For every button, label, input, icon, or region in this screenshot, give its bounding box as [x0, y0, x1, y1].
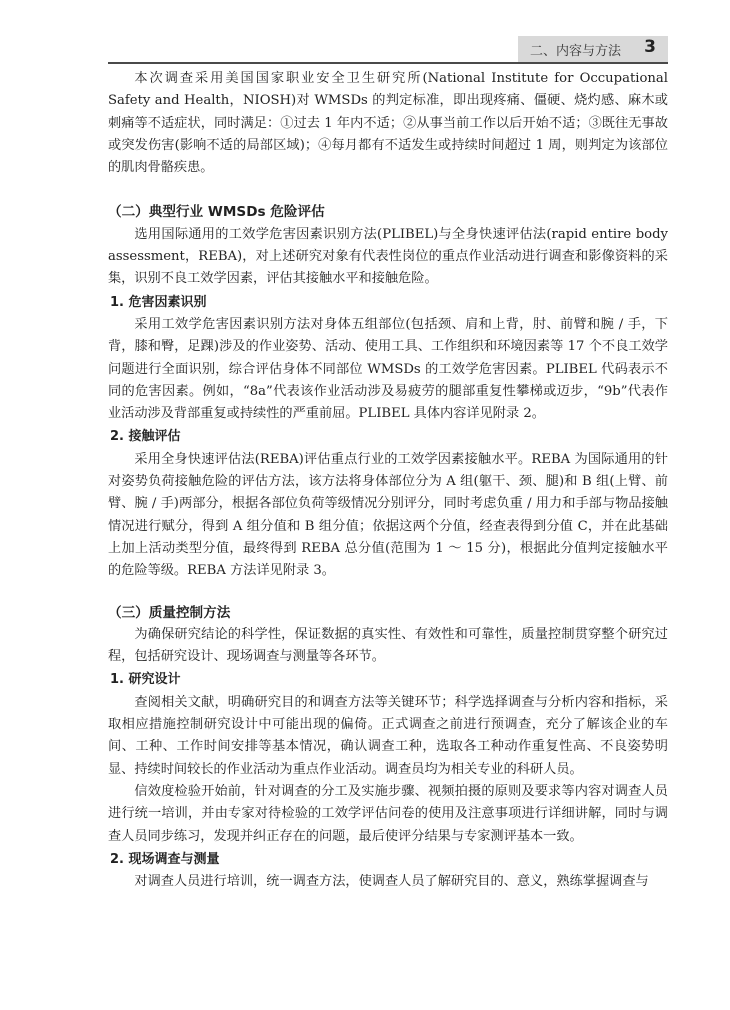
section-heading-quality-control: （三）质量控制方法	[108, 604, 231, 621]
subheading-field-survey: 2. 现场调查与测量	[110, 851, 220, 867]
running-header	[108, 36, 668, 64]
paragraph-quality-intro: 为确保研究结论的科学性，保证数据的真实性、有效性和可靠性，质量控制贯穿整个研究过程，包括研究设计、现场调查与测量等各环节。	[108, 626, 668, 665]
paragraph-niosh-criteria: 本次调查采用美国国家职业安全卫生研究所(National Institute for Occupational Safety and Health，NIOSH)对 WMSDs 的判定标准，即出现疼痛、僵硬、烧灼感、麻木或刺痛等不适症状，同时满足：①过去 1 年内不适；②从事当前工作以后开始不适；③既往无事故或突发伤害(影响不适的局部区域)；④每月都有不适发生或持续时间超过 1 周，则判定为该部位的肌肉骨骼疾患。	[108, 71, 668, 176]
paragraph-methods-intro: 选用国际通用的工效学危害因素识别方法(PLIBEL)与全身快速评估法(rapid entire body assessment，REBA)，对上述研究对象有代表性岗位的重点作业活动进行调查和影像资料的采集，识别不良工效学因素，评估其接触水平和接触危险。	[108, 226, 668, 287]
section-heading-risk-assessment: （二）典型行业 WMSDs 危险评估	[108, 204, 325, 221]
paragraph-reba: 采用全身快速评估法(REBA)评估重点行业的工效学因素接触水平。REBA 为国际通用的针对姿势负荷接触危险的评估方法，该方法将身体部位分为 A 组(躯干、颈、腿)和 B 组(上臂、前臂、腕 / 手)两部分，根据各部位负荷等级情况分别评分，同时考虑负重 / 用力和手部与物品接触情况进行赋分，得到 A 组分值和 B 组分值；依据这两个分值，经查表得到分值 C，并在此基础上加上活动类型分值，最终得到 REBA 总分值(范围为 1 ～ 15 分)，根据此分值判定接触水平的危险等级。REBA 方法详见附录 3。	[108, 451, 668, 579]
subheading-hazard-identification: 1. 危害因素识别	[110, 294, 207, 310]
page-number: 3	[644, 37, 656, 57]
page-body	[108, 68, 668, 893]
header-section-title: 二、内容与方法	[530, 44, 622, 59]
header-tab	[518, 36, 668, 62]
subheading-exposure-assessment: 2. 接触评估	[110, 429, 181, 445]
paragraph-field-survey: 对调查人员进行培训，统一调查方法，使调查人员了解研究目的、意义，熟练掌握调查与	[134, 874, 649, 890]
paragraph-plibel: 采用工效学危害因素识别方法对身体五组部位(包括颈、肩和上背，肘、前臂和腕 / 手，下背，膝和臀，足踝)涉及的作业姿势、活动、使用工具、工作组织和环境因素等 17 个不良工效学问题进行全面识别，综合评估身体不同部位 WMSDs 的工效学危害因素。PLIBEL 代码表示不同的危害因素。例如，“8a”代表该作业活动涉及易疲劳的腿部重复性攀梯或迈步，“9b”代表作业活动涉及背部重复或持续性的严重前屈。PLIBEL 具体内容详见附录 2。	[108, 316, 668, 422]
paragraph-training: 信效度检验开始前，针对调查的分工及实施步骤、视频拍摄的原则及要求等内容对调查人员进行统一培训，并由专家对待检验的工效学评估问卷的使用及注意事项进行详细讲解，同时与调查人员同步练习，发现并纠正存在的问题，最后使评分结果与专家测评基本一致。	[108, 783, 668, 844]
paragraph-study-design: 查阅相关文献，明确研究目的和调查方法等关键环节；科学选择调查与分析内容和指标，采取相应措施控制研究设计中可能出现的偏倚。正式调查之前进行预调查，充分了解该企业的车间、工种、工作时间安排等基本情况，确认调查工种，选取各工种动作重复性高、不良姿势明显、持续时间较长的作业活动为重点作业活动。调查员均为相关专业的科研人员。	[108, 694, 668, 777]
subheading-study-design: 1. 研究设计	[110, 672, 181, 688]
